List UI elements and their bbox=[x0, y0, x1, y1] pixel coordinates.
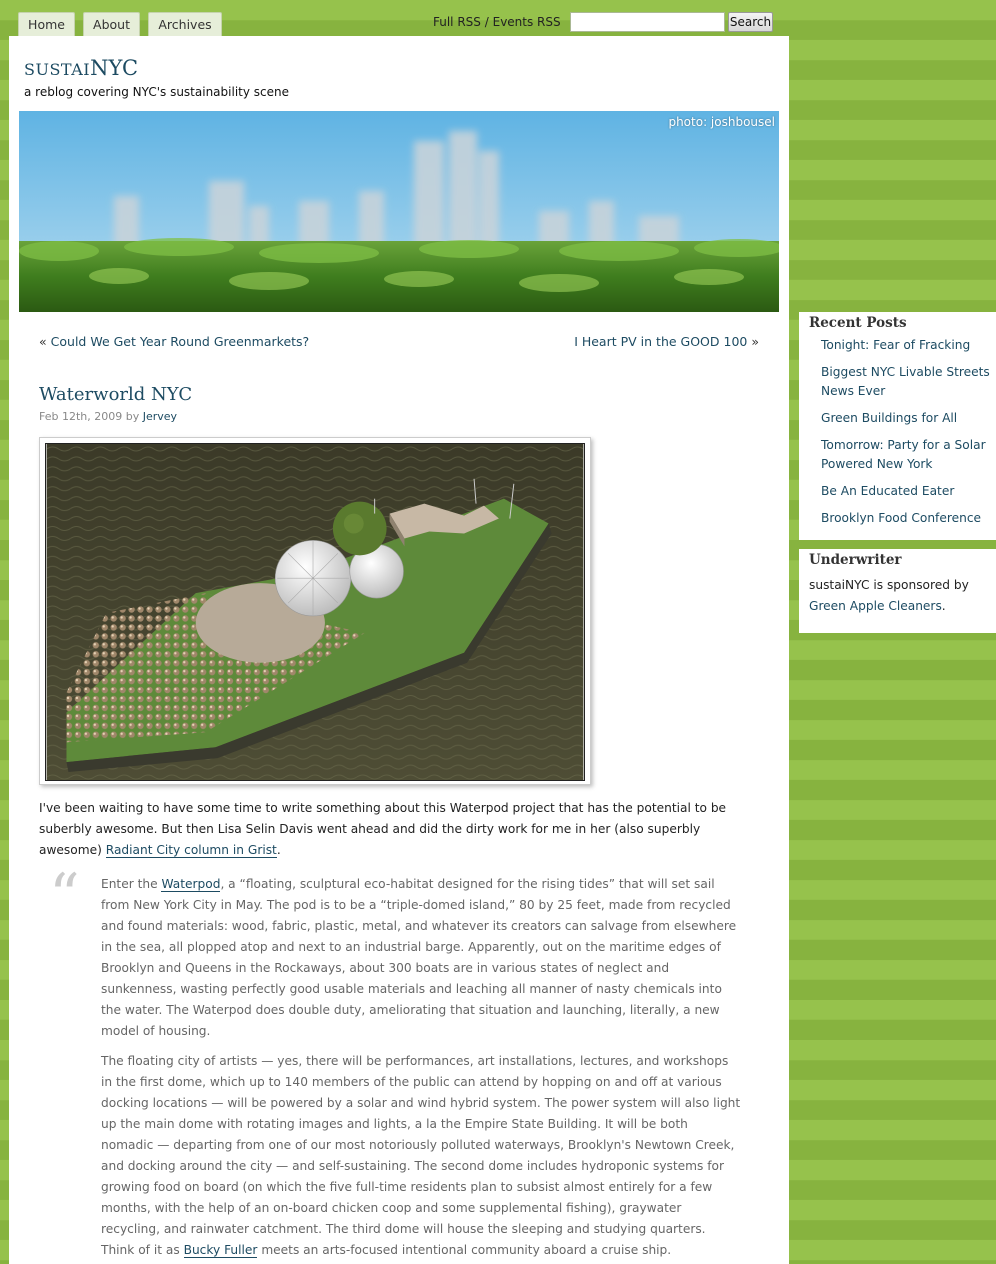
top-nav bbox=[18, 12, 222, 36]
post-title[interactable]: Waterworld NYC bbox=[39, 384, 193, 405]
photo-credit: photo: joshbousel bbox=[668, 115, 775, 129]
site-title-suffix: NYC bbox=[90, 56, 139, 80]
header-image bbox=[19, 111, 779, 312]
list-item bbox=[821, 363, 992, 401]
recent-post-link[interactable]: Green Buildings for All bbox=[821, 411, 958, 425]
intro-end: . bbox=[276, 843, 281, 857]
underwriter-widget bbox=[799, 549, 996, 633]
recent-posts-list bbox=[799, 336, 996, 528]
prev-post bbox=[39, 334, 309, 349]
post-blockquote bbox=[101, 874, 741, 1264]
recent-post-link[interactable]: Tonight: Fear of Fracking bbox=[821, 338, 971, 352]
search-button[interactable]: Search bbox=[728, 12, 773, 32]
tab-home[interactable]: Home bbox=[18, 12, 75, 36]
underwriter-sponsor-text: sustaiNYC is sponsored by bbox=[809, 578, 969, 592]
post-intro bbox=[39, 798, 739, 861]
quote-paragraph-2 bbox=[101, 1051, 741, 1261]
next-arrow: » bbox=[751, 334, 759, 349]
recent-posts-widget bbox=[799, 312, 996, 540]
recent-post-link[interactable]: Tomorrow: Party for a Solar Powered New York bbox=[821, 438, 986, 471]
prev-post-link[interactable]: Could We Get Year Round Greenmarkets? bbox=[50, 334, 310, 349]
quote-paragraph-1 bbox=[101, 874, 741, 1042]
quote-p1-before: Enter the bbox=[101, 877, 158, 891]
list-item bbox=[821, 409, 992, 428]
green-apple-cleaners-link[interactable]: Green Apple Cleaners bbox=[809, 599, 942, 613]
skyline-grass-photo bbox=[19, 111, 779, 312]
recent-post-link[interactable]: Be An Educated Eater bbox=[821, 484, 955, 498]
events-rss-link[interactable]: Events RSS bbox=[492, 15, 561, 29]
tab-about[interactable]: About bbox=[83, 12, 140, 36]
list-item bbox=[821, 482, 992, 501]
list-item bbox=[821, 436, 992, 474]
underwriter-end: . bbox=[941, 599, 946, 613]
next-post bbox=[574, 334, 759, 349]
list-item bbox=[821, 509, 992, 528]
quote-p1-after: , a “floating, sculptural eco-habitat designed for the rising tides” that will set sail from New York City in May. The pod is to be a “triple-domed island,” 80 by 25 feet, made from recycled and found materials: wood, fabric, plastic, metal, and whatever its creators can salvage from elsewhere in the sea, all plopped atop and next to an industrial barge. Apparently, out on the maritime edges of Brooklyn and Queens in the Rockaways, about 300 boats are in various states of neglect and sunkenness, wasting perfectly good usable materials and leaching all manner of nasty chemicals into the water. The Waterpod does double duty, ameliorating that situation and launching, literally, a new model of housing. bbox=[101, 877, 737, 1038]
grist-column-link[interactable]: Radiant City column in Grist bbox=[105, 843, 277, 857]
intro-text: I've been waiting to have some time to write something about this Waterpod project that has the potential to be suberbly awesome. But then Lisa Selin Davis went ahead and did the dirty work for me in her (also superbly awesome) bbox=[39, 801, 727, 857]
underwriter-title: Underwriter bbox=[809, 552, 902, 568]
waterpod-link[interactable]: Waterpod bbox=[161, 877, 221, 891]
post-image bbox=[39, 437, 591, 785]
waterpod-render bbox=[45, 443, 585, 781]
prev-arrow: « bbox=[39, 334, 47, 349]
site-tagline: a reblog covering NYC's sustainability scene bbox=[24, 85, 289, 99]
underwriter-text bbox=[799, 573, 996, 617]
tab-archives[interactable]: Archives bbox=[148, 12, 222, 36]
rss-links bbox=[433, 15, 561, 29]
site-title[interactable] bbox=[24, 56, 138, 80]
next-post-link[interactable]: I Heart PV in the GOOD 100 bbox=[574, 334, 748, 349]
full-rss-link[interactable]: Full RSS bbox=[433, 15, 481, 29]
recent-post-link[interactable]: Brooklyn Food Conference bbox=[821, 511, 982, 525]
quote-p2-before: The floating city of artists — yes, there will be performances, art installations, lectures, and workshops in the first dome, which up to 140 members of the public can attend by hopping on and off at various docking locations — will be powered by a solar and wind hybrid system. The power system will also light up the main dome with rotating images and lights, a la the Empire State Building. It will be both nomadic — departing from one of our most notoriously polluted waterways, Brooklyn's Newtown Creek, and docking around the city — and self-sustaining. The second dome includes hydroponic systems for growing food on board (on which the five full-time residents plan to subsist almost entirely for a few months, with the help of an on-board chicken coop and some supplemental fishing), graywater recycling, and rainwater catchment. The third dome will house the sleeping and studying quarters. Think of it as bbox=[101, 1054, 741, 1257]
recent-posts-title: Recent Posts bbox=[809, 315, 907, 331]
bucky-fuller-link[interactable]: Bucky Fuller bbox=[183, 1243, 258, 1257]
list-item bbox=[821, 336, 992, 355]
search-input[interactable] bbox=[570, 12, 725, 32]
rss-separator: / bbox=[484, 15, 489, 29]
quote-icon: “ bbox=[49, 861, 80, 931]
post-meta bbox=[39, 410, 177, 423]
post-date: Feb 12th, 2009 by bbox=[39, 410, 140, 423]
recent-post-link[interactable]: Biggest NYC Livable Streets News Ever bbox=[821, 365, 990, 398]
site-title-prefix: SUSTAI bbox=[24, 60, 91, 79]
post-author-link[interactable]: Jervey bbox=[142, 410, 178, 423]
main-content bbox=[9, 36, 789, 1264]
quote-p2-after: meets an arts-focused intentional community aboard a cruise ship. bbox=[261, 1243, 672, 1257]
